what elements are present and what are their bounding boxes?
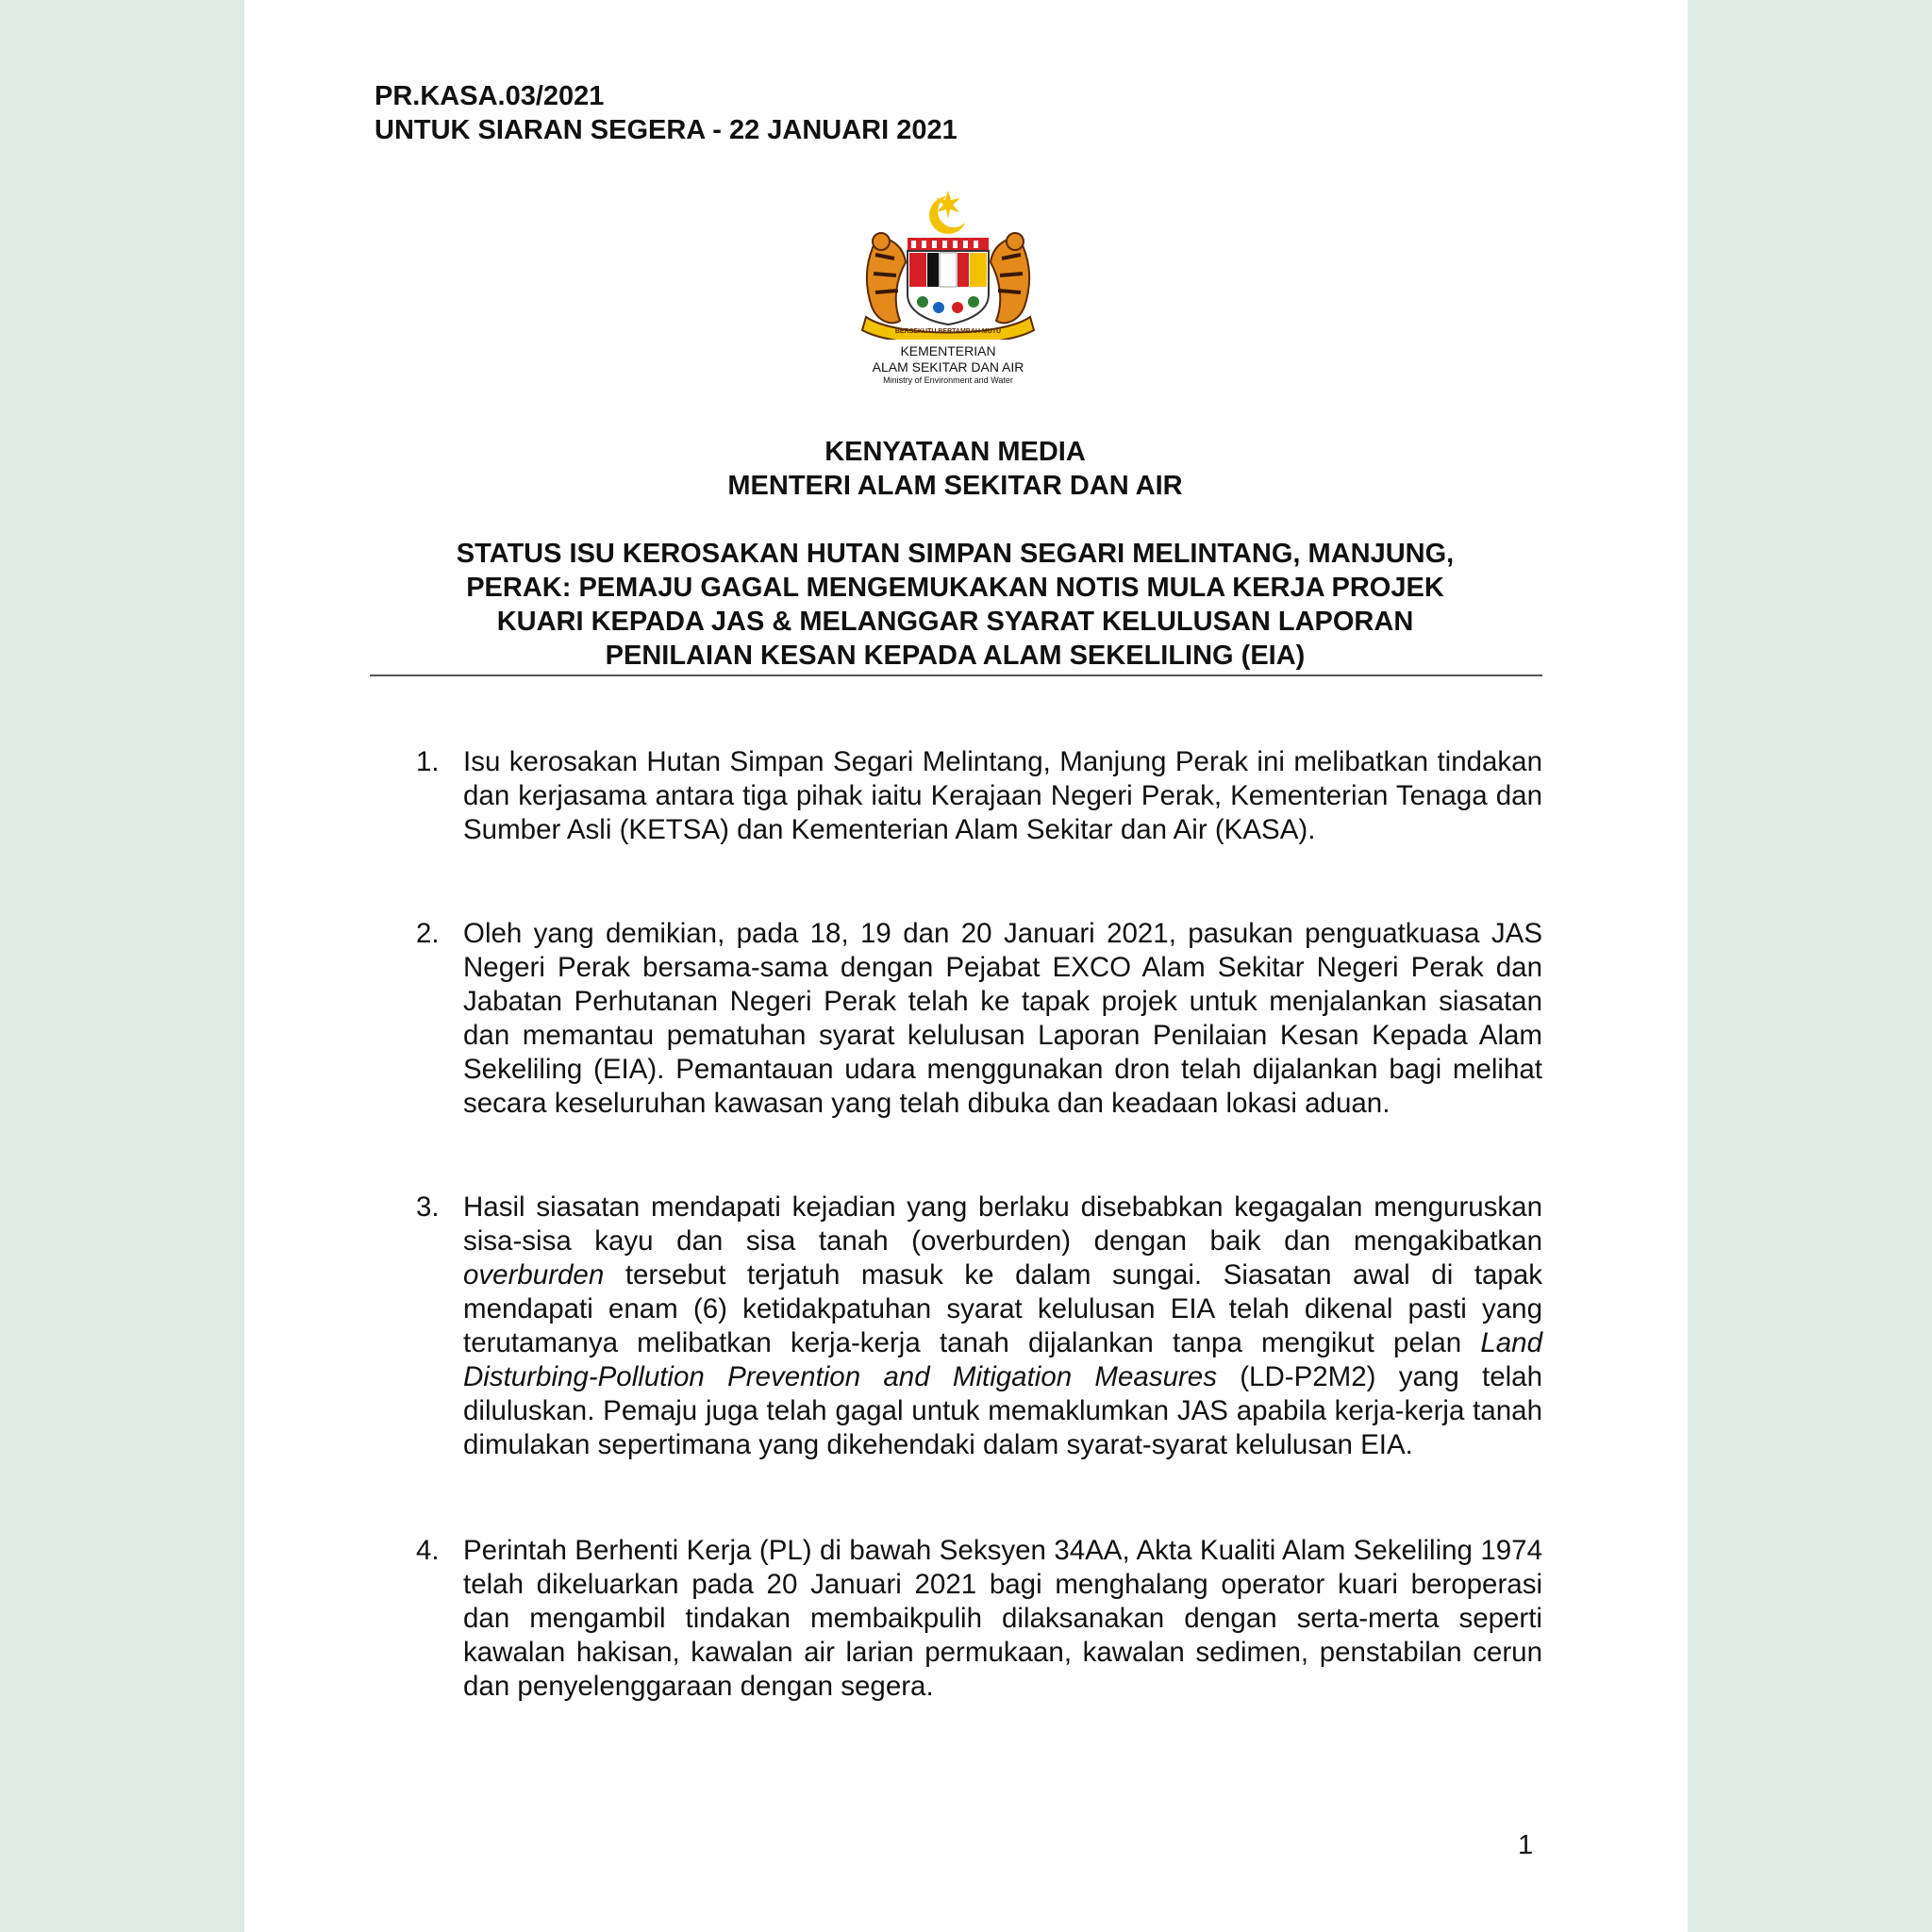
paragraph-text-part: (LD-P2M2) yang telah diluluskan. Pemaju juga telah gagal untuk memaklumkan JAS apabila kerja-kerja tanah dimulakan sepertimana yang dikehendaki dalam syarat-syarat kelulusan EIA.	[463, 1361, 1542, 1460]
paragraph-emphasis: Land Disturbing-Pollution Prevention and Mitigation Measures	[463, 1327, 1542, 1392]
statement-subtitle	[368, 537, 1542, 673]
paragraph-1	[416, 745, 1542, 847]
ministry-name-line1: KEMENTERIAN	[900, 343, 996, 358]
coat-of-arms-icon	[849, 189, 1047, 340]
paragraph-text: Perintah Berhenti Kerja (PL) di bawah Seksyen 34AA, Akta Kualiti Alam Sekeliling 1974 telah dikeluarkan pada 20 Januari 2021 bagi menghalang operator kuari beroperasi dan mengambil tindakan membaikpulih dilaksanakan dengan serta-merta seperti kawalan hakisan, kawalan air larian permukaan, kawalan sedimen, penstabilan cerun dan penyelenggaraan dengan segera.	[463, 1535, 1542, 1702]
paragraph-text-part: Hasil siasatan mendapati kejadian yang berlaku disebabkan kegagalan menguruskan sisa-sisa kayu dan sisa tanah (overburden) dengan baik dan mengakibatkan	[463, 1191, 1542, 1257]
ministry-name-line2: ALAM SEKITAR DAN AIR	[872, 359, 1024, 375]
paragraph-4	[416, 1534, 1542, 1704]
paragraph-text: Oleh yang demikian, pada 18, 19 dan 20 Januari 2021, pasukan penguatkuasa JAS Negeri Perak bersama-sama dengan Pejabat EXCO Alam Sekitar Negeri Perak dan Jabatan Perhutanan Negeri Perak telah ke tapak projek untuk menjalankan siasatan dan memantau pematuhan syarat kelulusan Laporan Penilaian Kesan Kepada Alam Sekeliling (EIA). Pemantauan udara menggunakan dron telah dijalankan bagi melihat secara keseluruhan kawasan yang telah dibuka dan keadaan lokasi aduan.	[463, 918, 1542, 1119]
paragraph-text-part: tersebut terjatuh masuk ke dalam sungai. Siasatan awal di tapak mendapati enam (6) ketidakpatuhan syarat kelulusan EIA telah dikenal pasti yang terutamanya melibatkan kerja-kerja tanah dijalankan tanpa mengikut pelan	[463, 1259, 1542, 1358]
paragraph-number: 2.	[416, 918, 440, 949]
heading-line2: MENTERI ALAM SEKITAR DAN AIR	[727, 471, 1183, 501]
release-date: UNTUK SIARAN SEGERA - 22 JANUARI 2021	[375, 115, 958, 145]
page-number: 1	[1518, 1830, 1534, 1860]
subtitle-line: KUARI KEPADA JAS & MELANGGAR SYARAT KELULUSAN LAPORAN	[496, 607, 1414, 637]
paragraph-number: 3.	[416, 1191, 440, 1223]
paragraph-text: Isu kerosakan Hutan Simpan Segari Melintang, Manjung Perak ini melibatkan tindakan dan kerjasama antara tiga pihak iaitu Kerajaan Negeri Perak, Kementerian Tenaga dan Sumber Asli (KETSA) dan Kementerian Alam Sekitar dan Air (KASA).	[463, 746, 1542, 845]
paragraph-3	[416, 1191, 1542, 1462]
paragraph-emphasis: overburden	[463, 1259, 605, 1291]
document-page	[244, 0, 1688, 1932]
subtitle-line: PENILAIAN KESAN KEPADA ALAM SEKELILING (EIA)	[605, 641, 1306, 671]
motto-text: BERSEKUTU BERTAMBAH MUTU	[894, 328, 1002, 335]
paragraph-number: 1.	[416, 746, 440, 777]
subtitle-line: STATUS ISU KEROSAKAN HUTAN SIMPAN SEGARI MELINTANG, MANJUNG,	[456, 539, 1455, 569]
heading-line1: KENYATAAN MEDIA	[824, 437, 1086, 467]
reference-number: PR.KASA.03/2021	[375, 81, 605, 111]
paragraph-2	[416, 917, 1542, 1121]
paragraph-text	[463, 1191, 1542, 1462]
title-divider	[370, 675, 1542, 676]
media-statement-heading	[368, 435, 1542, 503]
ministry-name-english: Ministry of Environment and Water	[883, 375, 1013, 385]
ministry-logo	[849, 189, 1047, 387]
paragraph-number: 4.	[416, 1535, 440, 1566]
subtitle-line: PERAK: PEMAJU GAGAL MENGEMUKAKAN NOTIS MULA KERJA PROJEK	[466, 573, 1444, 603]
reference-block	[375, 79, 958, 147]
